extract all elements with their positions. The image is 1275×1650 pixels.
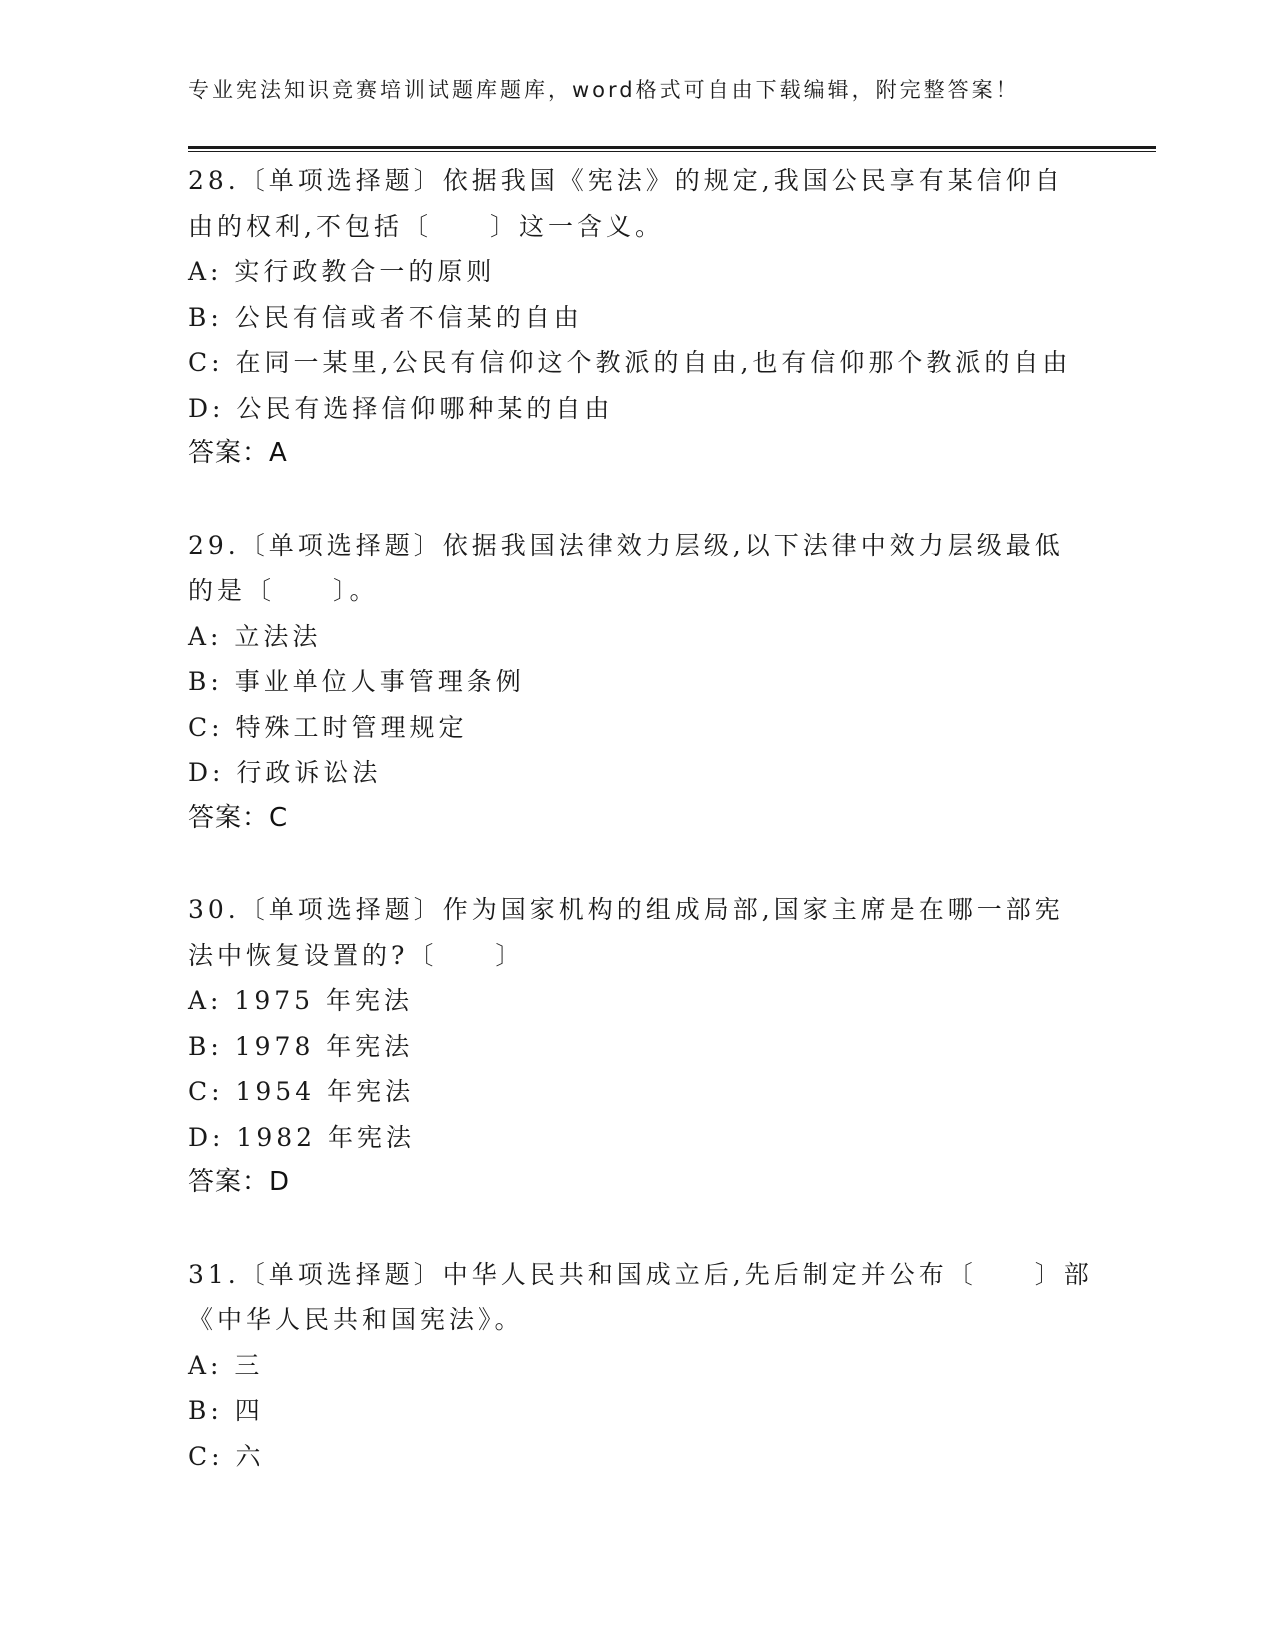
- question-stem: 29.〔单项选择题〕依据我国法律效力层级,以下法律中效力层级最低: [188, 530, 1064, 560]
- option-c: C: 六: [188, 1441, 265, 1471]
- option-a: A: 1975 年宪法: [188, 986, 413, 1015]
- page-header: 专业宪法知识竞赛培训试题库题库，word格式可自由下载编辑，附完整答案！: [188, 78, 1020, 102]
- answer: 答案：D: [188, 1167, 291, 1197]
- question-list: [188, 158, 1093, 1525]
- question-stem: 法中恢复设置的?〔 〕: [188, 940, 525, 970]
- option-d: D: 1982 年宪法: [188, 1122, 415, 1152]
- option-c: C: 特殊工时管理规定: [188, 712, 468, 742]
- answer: 答案：A: [188, 438, 288, 468]
- option-d: D: 行政诉讼法: [188, 758, 382, 787]
- question-stem: 的是〔 〕。: [188, 576, 379, 605]
- option-d: D: 公民有选择信仰哪种某的自由: [188, 393, 614, 423]
- option-a: A: 三: [188, 1350, 264, 1380]
- question-28: [188, 158, 1088, 477]
- answer: 答案：C: [188, 802, 289, 833]
- header-rule-thick: [188, 146, 1156, 149]
- question-31: [188, 1252, 1093, 1480]
- option-c: C: 在同一某里,公民有信仰这个教派的自由,也有信仰那个教派的自由: [188, 348, 1072, 377]
- question-stem: 30.〔单项选择题〕作为国家机构的组成局部,国家主席是在哪一部宪: [188, 895, 1064, 924]
- question-stem: 《中华人民共和国宪法》。: [188, 1305, 524, 1334]
- option-b: B: 事业单位人事管理条例: [188, 667, 525, 696]
- question-stem: 由的权利,不包括〔 〕这一含义。: [188, 211, 664, 241]
- option-b: B: 1978 年宪法: [188, 1031, 414, 1061]
- option-a: A: 实行政教合一的原则: [188, 257, 496, 286]
- question-29: [188, 523, 1088, 842]
- question-30: [188, 887, 1088, 1206]
- option-c: C: 1954 年宪法: [188, 1077, 415, 1106]
- question-stem: 31.〔单项选择题〕中华人民共和国成立后,先后制定并公布〔 〕部: [188, 1259, 1093, 1289]
- header-rule-thin: [188, 151, 1156, 152]
- option-b: B: 四: [188, 1396, 264, 1425]
- question-stem: 28.〔单项选择题〕依据我国《宪法》的规定,我国公民享有某信仰自: [188, 166, 1064, 195]
- option-b: B: 公民有信或者不信某的自由: [188, 302, 583, 332]
- option-a: A: 立法法: [188, 621, 322, 651]
